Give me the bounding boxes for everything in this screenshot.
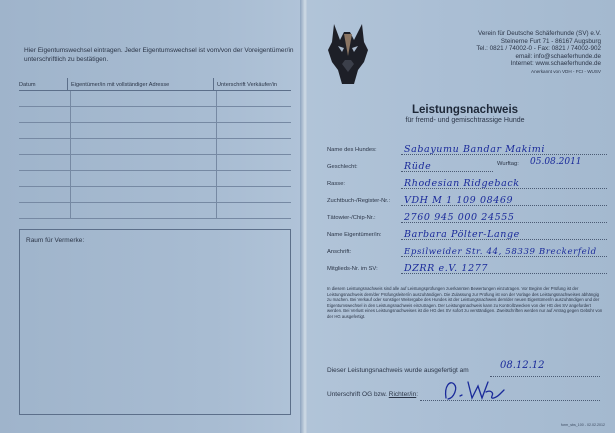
field-label: Rasse: bbox=[327, 181, 346, 187]
ownership-intro-text: Hier Eigentumswechsel eintragen. Jeder Eigentumswechsel ist vom/von der Voreigentümer/in unterschriftlich zu bestätigen. bbox=[24, 47, 294, 63]
field-label: Zuchtbuch-/Register-Nr.: bbox=[327, 198, 391, 204]
ledger-cell bbox=[70, 203, 216, 218]
field-label: Name Eigentümer/in: bbox=[327, 232, 382, 238]
club-recognition: Anerkannt von VDH - FCI - WUSV bbox=[531, 68, 601, 74]
ledger-cell bbox=[70, 139, 216, 154]
left-page bbox=[0, 0, 303, 433]
ledger-cell bbox=[216, 171, 291, 186]
field-value: Epsilweider Str. 44, 58339 Breckerfeld bbox=[404, 247, 597, 257]
field-value: Rüde bbox=[404, 161, 432, 172]
field-value: VDH M 1 109 08469 bbox=[404, 195, 514, 206]
ledger-col-owner: Eigentümer/in mit vollständiger Adresse bbox=[67, 78, 213, 90]
ledger-row bbox=[19, 107, 291, 123]
ledger-cell bbox=[19, 123, 70, 138]
issued-date: 08.12.12 bbox=[500, 360, 545, 371]
ledger-cell bbox=[216, 123, 291, 138]
ledger-cell bbox=[19, 155, 70, 170]
club-address: Steinerne Furt 71 - 86167 Augsburg bbox=[500, 37, 601, 45]
ledger-cell bbox=[216, 107, 291, 122]
handwritten-signature bbox=[440, 376, 510, 404]
club-internet: Internet: www.schaeferhunde.de bbox=[510, 60, 601, 68]
ledger-cell bbox=[19, 91, 70, 106]
ledger-cell bbox=[216, 155, 291, 170]
ledger-row bbox=[19, 91, 291, 107]
ledger-rows bbox=[19, 91, 291, 224]
ledger-cell bbox=[19, 139, 70, 154]
remarks-box bbox=[19, 229, 291, 415]
field-owner-name bbox=[327, 225, 607, 242]
field-member-number bbox=[327, 259, 607, 276]
field-sex bbox=[327, 157, 493, 174]
document-subtitle: für fremd- und gemischtrassige Hunde bbox=[405, 117, 525, 124]
ownership-ledger bbox=[19, 78, 291, 224]
ledger-cell bbox=[70, 171, 216, 186]
field-label: Mitglieds-Nr. im SV: bbox=[327, 266, 378, 272]
document-title: Leistungsnachweis bbox=[411, 104, 519, 116]
ledger-cell bbox=[216, 91, 291, 106]
wurftag-value: 05.08.2011 bbox=[530, 157, 582, 167]
ledger-row bbox=[19, 187, 291, 203]
remarks-label: Raum für Vermerke: bbox=[26, 237, 85, 244]
ledger-cell bbox=[216, 187, 291, 202]
ledger-row bbox=[19, 155, 291, 171]
ledger-row bbox=[19, 123, 291, 139]
ledger-cell bbox=[70, 155, 216, 170]
ledger-header bbox=[19, 78, 291, 91]
form-number: form_sbs_100 - 02.02.2012 bbox=[561, 423, 605, 427]
field-value: Barbara Pölter-Lange bbox=[404, 229, 520, 240]
ledger-cell bbox=[70, 123, 216, 138]
ledger-row bbox=[19, 139, 291, 155]
ledger-cell bbox=[216, 203, 291, 218]
club-phone-fax: Tel.: 0821 / 74002-0 - Fax: 0821 / 74002-902 bbox=[476, 45, 601, 53]
wurftag-label: Wurftag: bbox=[497, 161, 519, 167]
club-name: Verein für Deutsche Schäferhunde (SV) e.V. bbox=[478, 30, 601, 37]
ledger-cell bbox=[70, 91, 216, 106]
ledger-cell bbox=[70, 107, 216, 122]
field-label: Tätowier-/Chip-Nr.: bbox=[327, 215, 376, 221]
field-address bbox=[327, 242, 607, 259]
field-label: Anschrift: bbox=[327, 249, 352, 255]
field-value: Sabayumu Bandar Makimi bbox=[404, 144, 546, 155]
issued-label: Dieser Leistungsnachweis wurde ausgefertigt am bbox=[327, 367, 469, 374]
club-letterhead bbox=[476, 30, 601, 76]
field-label: Geschlecht: bbox=[327, 164, 358, 170]
ledger-cell bbox=[19, 187, 70, 202]
ledger-row bbox=[19, 171, 291, 187]
field-breed bbox=[327, 174, 607, 191]
shepherd-dog-logo bbox=[324, 20, 372, 88]
field-value: 2760 945 000 24555 bbox=[404, 212, 515, 223]
legal-notice: In diesem Leistungsnachweis sind alle auf Leistungsprüfungen zuerkannten Bewertungen einzutragen. Vor Beginn der Prüfung ist der Leistungsnachweis dem/der Prüfungsleiter/in auszuhändigen. Die Zulassung zur Prüfung ist von der Vorlage des Leistungsnachweises abhängig zu machen. Bei Verkauf oder sonstiger Weitergabe des Hundes ist der Leistungsnachweis dem/der neuen Eigentümer/in auszuhändigen und der Eigentumswechsel in den Leistungsnachweis einzutragen. Der Leistungsnachweis kann zu Kontrollzwecken von der HG des SV angefordert werden. Bei Verlust eines Leistungsnachweises ist die HG des SV sofort zu verständigen. Zweitschriften werden nur auf Antrag gegen Gebühr von der HG ausgefertigt. bbox=[327, 286, 603, 319]
signature-label: Unterschrift OG bzw. Richter/in: bbox=[327, 391, 419, 398]
ledger-cell bbox=[216, 139, 291, 154]
club-email: email: info@schaeferhunde.de bbox=[515, 52, 601, 60]
field-registry-number bbox=[327, 191, 607, 208]
field-value: DZRR e.V. 1277 bbox=[404, 263, 489, 274]
field-label: Name des Hundes: bbox=[327, 147, 377, 153]
ledger-cell bbox=[19, 203, 70, 218]
field-value: Rhodesian Ridgeback bbox=[404, 178, 520, 189]
ledger-col-signature: Unterschrift Verkäufer/in bbox=[213, 78, 291, 90]
field-dog-name bbox=[327, 140, 607, 157]
ledger-row bbox=[19, 203, 291, 219]
ledger-cell bbox=[70, 187, 216, 202]
field-chip-number bbox=[327, 208, 607, 225]
ledger-col-date: Datum bbox=[19, 82, 36, 88]
ledger-cell bbox=[19, 107, 70, 122]
ledger-cell bbox=[19, 171, 70, 186]
